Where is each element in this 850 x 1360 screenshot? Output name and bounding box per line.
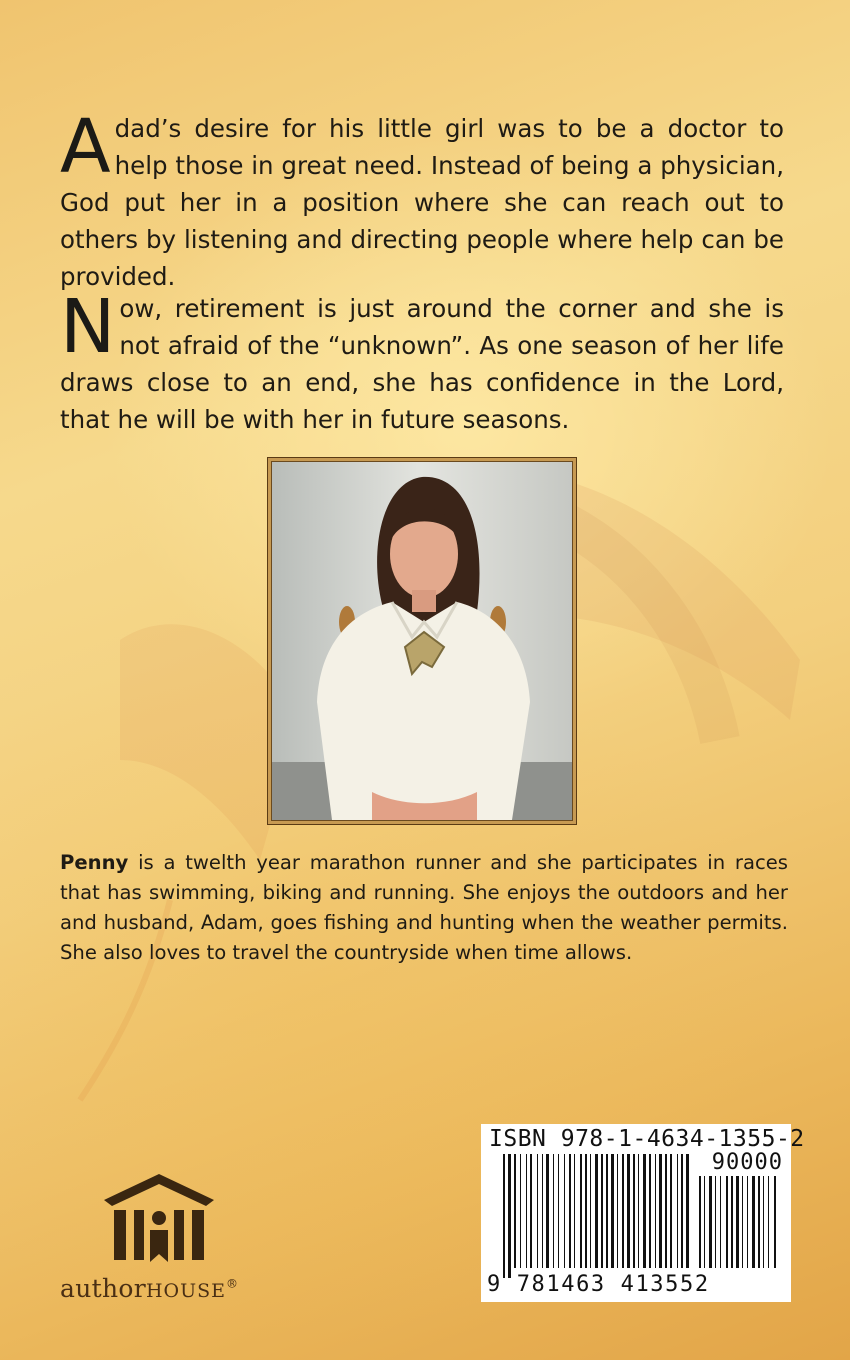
price-code: 90000 (711, 1150, 783, 1175)
barcode-bar (681, 1154, 683, 1268)
barcode-bar (638, 1154, 639, 1268)
barcode-bar (686, 1154, 689, 1268)
ean-digits: 9 781463 413552 (487, 1272, 710, 1297)
price-barcode-bar (752, 1176, 755, 1268)
barcode-bar (574, 1154, 575, 1268)
barcode-bar (627, 1154, 630, 1268)
author-bio-text: is a twelth year marathon runner and she participates in races that has swimming, biking and running. She enjoys the outdoors and her and husband, Adam, goes fishing and hunting when the weather permits. She also loves to travel the countryside when time allows. (60, 851, 788, 964)
publisher-name (60, 1274, 238, 1303)
barcode-bar (542, 1154, 543, 1268)
price-barcode-bar (768, 1176, 769, 1268)
author-bio (60, 848, 788, 968)
price-barcode-bar (742, 1176, 743, 1268)
price-barcode-bar (774, 1176, 776, 1268)
publisher-name-part2: HOUSE (145, 1280, 227, 1302)
authorhouse-house-icon (94, 1170, 224, 1270)
barcode-bar (569, 1154, 571, 1268)
price-barcode-bar (747, 1176, 748, 1268)
price-barcode-bar (709, 1176, 712, 1268)
price-barcode-bar (758, 1176, 760, 1268)
barcode-bar (659, 1154, 662, 1268)
barcode-bar (649, 1154, 651, 1268)
barcode-bar (585, 1154, 587, 1268)
barcode-bar (617, 1154, 618, 1268)
barcode-bar (537, 1154, 538, 1268)
barcode-bar (508, 1154, 511, 1278)
publisher-logo (60, 1170, 270, 1310)
barcode-bar (670, 1154, 672, 1268)
isbn-barcode (481, 1124, 805, 1302)
barcode-bar (580, 1154, 582, 1268)
barcode-bar (590, 1154, 591, 1268)
barcode-bar (558, 1154, 559, 1268)
barcode-bar (601, 1154, 603, 1268)
barcode-bar (514, 1154, 516, 1268)
author-portrait-illustration (272, 462, 572, 820)
barcode-bar (622, 1154, 624, 1268)
price-barcode-bar (763, 1176, 764, 1268)
barcode-bar (606, 1154, 608, 1268)
blurb-paragraph-2-text: ow, retirement is just around the corner and she is not afraid of the “unknown”. As one season of her life draws close to an end, she has confidence in the Lord, that he will be with her in future seasons. (60, 294, 784, 434)
drop-cap: N (60, 284, 116, 370)
barcode-bar (553, 1154, 554, 1268)
price-barcode-bar (736, 1176, 739, 1268)
price-barcode-bar (715, 1176, 716, 1268)
barcode-bar (520, 1154, 521, 1268)
barcode-bar (665, 1154, 667, 1268)
barcode-bar (526, 1154, 527, 1268)
isbn-label: ISBN 978-1-4634-1355-2 (489, 1126, 805, 1152)
barcode-bar (595, 1154, 598, 1268)
barcode-bar (503, 1154, 505, 1278)
barcode-bar (655, 1154, 656, 1268)
drop-cap: A (60, 104, 111, 190)
blurb-paragraph-2 (60, 284, 784, 438)
barcode-bar (611, 1154, 614, 1268)
author-name: Penny (60, 851, 129, 874)
price-barcode-bar (731, 1176, 733, 1268)
blurb-paragraph-1 (60, 104, 784, 295)
publisher-name-part1: author (60, 1274, 146, 1303)
price-barcode-bar (720, 1176, 721, 1268)
barcode-bar (677, 1154, 678, 1268)
barcode-bar (530, 1154, 532, 1268)
blurb-paragraph-1-text: dad’s desire for his little girl was to be a doctor to help those in great need. Instead of being a physician, God put her in a position where she can reach out to others by listening and directing people where help can be provided. (60, 114, 784, 291)
barcode-bar (633, 1154, 635, 1268)
price-barcode-bar (704, 1176, 705, 1268)
registered-mark: ® (226, 1276, 239, 1291)
author-photo (271, 461, 573, 821)
price-barcode-bar (726, 1176, 728, 1268)
price-barcode-bar (699, 1176, 701, 1268)
barcode-bar (546, 1154, 549, 1268)
barcode-bar (643, 1154, 646, 1268)
barcode-bar (564, 1154, 565, 1268)
